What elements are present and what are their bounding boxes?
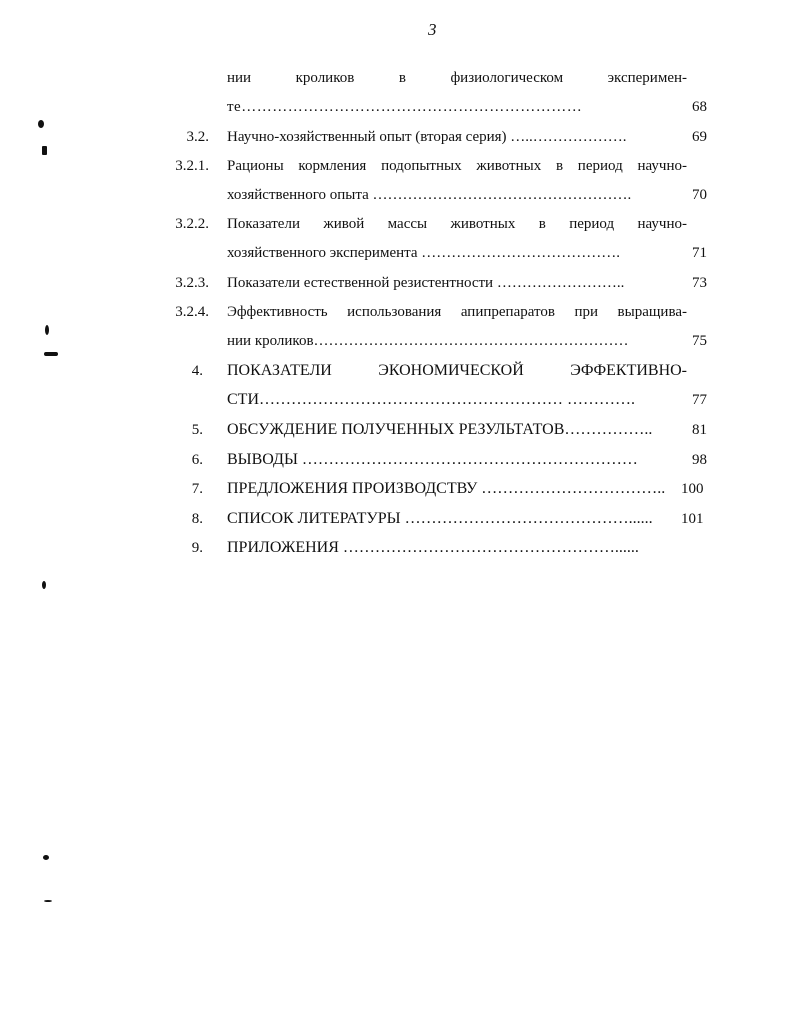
toc-number: 9. <box>191 540 203 556</box>
toc-page: 101 <box>681 511 704 527</box>
toc-page: 71 <box>692 245 707 261</box>
toc-row <box>0 418 799 442</box>
toc-number: 3.2.4. <box>175 304 209 320</box>
toc-number: 5. <box>191 422 203 438</box>
toc-page: 77 <box>692 392 707 408</box>
toc-row <box>0 507 799 531</box>
toc-text: Показатели естественной резистентности …………………….. <box>227 275 625 291</box>
toc-number: 3.2. <box>186 129 209 145</box>
toc-page: 68 <box>692 99 707 115</box>
toc-row <box>0 125 799 149</box>
toc-row <box>0 329 799 353</box>
toc-row <box>0 388 799 412</box>
toc-number: 3.2.2. <box>175 216 209 232</box>
toc-text: Рационы кормления подопытных животных в период научно- <box>227 158 687 174</box>
toc-text: те………………………………………………………… <box>227 99 583 115</box>
toc-text: нии кроликов……………………………………………………… <box>227 333 629 349</box>
toc-number: 4. <box>191 363 203 379</box>
toc-row <box>0 183 799 207</box>
scan-speck <box>44 352 58 356</box>
toc-text: Эффективность использования апипрепаратов при выращива- <box>227 304 687 320</box>
toc-text: хозяйственного опыта ……………………………………………. <box>227 187 632 203</box>
scan-speck <box>43 855 49 860</box>
toc-row <box>0 212 799 236</box>
toc-page: 81 <box>692 422 707 438</box>
toc-text: СТИ………………………………………………… …………. <box>227 391 635 408</box>
toc-page: 98 <box>692 452 707 468</box>
toc-number: 3.2.3. <box>175 275 209 291</box>
toc-row <box>0 536 799 560</box>
toc-row <box>0 241 799 265</box>
toc-row <box>0 95 799 119</box>
toc-row <box>0 359 799 383</box>
toc-text: Показатели живой массы животных в период научно- <box>227 216 687 232</box>
toc-number: 3.2.1. <box>175 158 209 174</box>
toc-number: 8. <box>191 511 203 527</box>
toc-row <box>0 271 799 295</box>
toc-text: ПОКАЗАТЕЛИ ЭКОНОМИЧЕСКОЙ ЭФФЕКТИВНО- <box>227 362 687 379</box>
toc-row <box>0 448 799 472</box>
toc-number: 6. <box>191 452 203 468</box>
toc-text: Научно-хозяйственный опыт (вторая серия) …..………………. <box>227 129 627 145</box>
toc-text: хозяйственного эксперимента …………………………………. <box>227 245 621 261</box>
toc-text: ОБСУЖДЕНИЕ ПОЛУЧЕННЫХ РЕЗУЛЬТАТОВ…………….. <box>227 421 653 438</box>
toc-text: нии кроликов в физиологическом эксперимен- <box>227 70 687 86</box>
toc-text: ПРЕДЛОЖЕНИЯ ПРОИЗВОДСТВУ …………………………….. <box>227 480 666 497</box>
toc-number: 7. <box>191 481 203 497</box>
toc-row <box>0 300 799 324</box>
toc-page: 73 <box>692 275 707 291</box>
toc-text: ПРИЛОЖЕНИЯ ……………………………………………...... <box>227 539 639 556</box>
scan-speck <box>42 581 46 589</box>
toc-text: ВЫВОДЫ ……………………………………………………… <box>227 451 638 468</box>
toc-page: 69 <box>692 129 707 145</box>
toc-row <box>0 477 799 501</box>
toc-text: СПИСОК ЛИТЕРАТУРЫ ……………………………………...... <box>227 510 653 527</box>
scan-speck <box>45 325 49 335</box>
scan-speck <box>42 146 47 155</box>
toc-page: 100 <box>681 481 704 497</box>
toc-row <box>0 66 799 90</box>
toc-page: 75 <box>692 333 707 349</box>
scan-speck <box>44 900 52 902</box>
page-number: 3 <box>428 20 437 39</box>
toc-page: 70 <box>692 187 707 203</box>
scan-speck <box>38 120 44 128</box>
toc-row <box>0 154 799 178</box>
